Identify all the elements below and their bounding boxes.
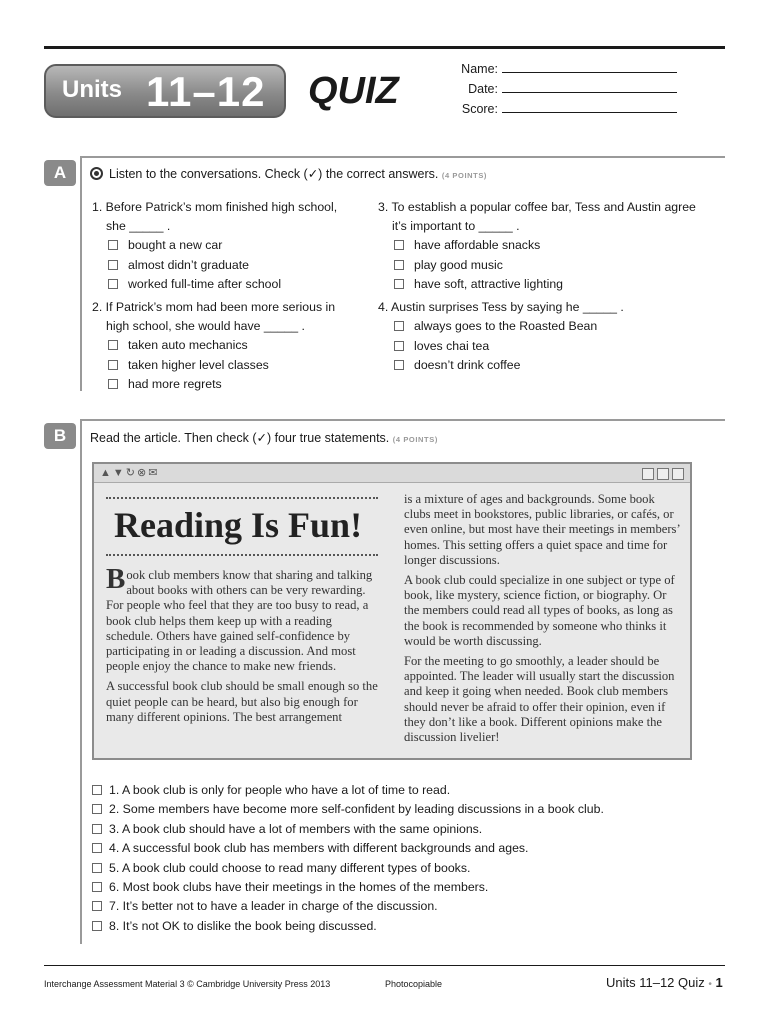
article-paragraph-4: A book club could specialize in one subject or type of book, like mystery, science fiction, or biography. Or the members could read all types of books, as long as the book is recommended by someone who thinks it would be worth discussing.	[404, 573, 675, 648]
question-1	[92, 198, 362, 295]
section-b-side-rule	[80, 419, 82, 944]
option-4c[interactable]	[392, 356, 723, 376]
option-2c[interactable]	[106, 375, 362, 395]
restore-icon	[657, 468, 669, 480]
section-a-badge: A	[44, 160, 76, 186]
refresh-icon: ↻	[125, 467, 137, 479]
checkbox[interactable]	[394, 360, 404, 370]
statement-4[interactable]	[92, 839, 722, 858]
checkbox[interactable]	[92, 785, 102, 795]
checkbox[interactable]	[394, 260, 404, 270]
option-2b[interactable]	[106, 356, 362, 376]
checkbox[interactable]	[394, 240, 404, 250]
top-rule	[44, 46, 725, 49]
section-b-instruction-row	[90, 430, 438, 445]
score-label: Score:	[461, 102, 498, 116]
section-b-rule	[80, 419, 725, 421]
option-label: play good music	[414, 257, 503, 272]
option-label: have soft, attractive lighting	[414, 277, 564, 291]
option-label: taken auto mechanics	[128, 338, 248, 352]
statement-6[interactable]	[92, 878, 722, 897]
statement-5[interactable]	[92, 859, 722, 878]
toolbar-icons	[100, 466, 159, 479]
option-label: bought a new car	[128, 238, 223, 252]
units-label: Units	[62, 76, 122, 103]
section-b-instruction: Read the article. Then check (✓) four true statements.	[90, 431, 390, 445]
statement-label: 6. Most book clubs have their meetings in the homes of the members.	[109, 879, 489, 894]
article-paragraph-1: ook club members know that sharing and talking about books with others can be very rewarding. For people who feel that they are too busy to read, a book club helps them keep up with a reading schedule. Others have gained self-confidence by participating in or leading a discussion. And most people enjoy the chance to make new friends.	[106, 568, 373, 674]
option-label: doesn’t drink coffee	[414, 358, 521, 372]
article-right-column	[404, 492, 684, 750]
checkbox[interactable]	[108, 340, 118, 350]
statement-label: 3. A book club should have a lot of members with the same opinions.	[109, 821, 483, 836]
footer-separator: •	[708, 979, 712, 990]
checkbox[interactable]	[108, 240, 118, 250]
score-line[interactable]	[502, 101, 677, 113]
score-field[interactable]	[461, 101, 677, 116]
option-label: had more regrets	[128, 377, 222, 391]
audio-icon[interactable]	[90, 167, 103, 180]
checkbox[interactable]	[394, 321, 404, 331]
question-4	[378, 298, 723, 376]
footer-page-number: 1	[715, 975, 723, 990]
units-badge	[44, 64, 286, 118]
checkbox[interactable]	[108, 379, 118, 389]
footer-copyright: Interchange Assessment Material 3 © Cambridge University Press 2013	[44, 979, 331, 989]
section-b-points: (4 POINTS)	[392, 435, 438, 444]
down-arrow-icon: ▼	[112, 467, 126, 479]
statement-label: 5. A book club could choose to read many different types of books.	[109, 860, 471, 875]
statement-label: 2. Some members have become more self-confident by leading discussions in a book club.	[109, 802, 604, 817]
statement-7[interactable]	[92, 897, 722, 916]
checkbox[interactable]	[108, 279, 118, 289]
footer-page-info	[606, 975, 723, 990]
question-3-line1: 3. To establish a popular coffee bar, Tess and Austin agree	[378, 200, 696, 214]
mail-icon: ✉	[148, 467, 160, 479]
name-line[interactable]	[502, 61, 677, 73]
option-1a[interactable]	[106, 236, 362, 256]
option-label: loves chai tea	[414, 338, 490, 353]
quiz-title: QUIZ	[308, 70, 399, 112]
statement-8[interactable]	[92, 917, 722, 936]
question-1-line2: she _____ .	[106, 219, 171, 233]
window-buttons	[639, 467, 684, 485]
option-label: always goes to the Roasted Bean	[414, 319, 598, 333]
section-a-instruction-row	[90, 166, 487, 181]
date-line[interactable]	[502, 81, 677, 93]
option-3b[interactable]	[392, 256, 723, 276]
article-title: Reading Is Fun!	[114, 505, 363, 545]
checkbox[interactable]	[92, 921, 102, 931]
checkbox[interactable]	[92, 863, 102, 873]
checkbox[interactable]	[92, 901, 102, 911]
checkbox[interactable]	[92, 824, 102, 834]
statement-2[interactable]	[92, 800, 722, 819]
option-label: worked full-time after school	[128, 277, 282, 291]
option-4b[interactable]	[392, 337, 723, 357]
name-field[interactable]	[461, 61, 677, 76]
checkbox[interactable]	[108, 260, 118, 270]
up-arrow-icon: ▲	[100, 467, 113, 479]
close-circle-icon: ⊗	[137, 467, 149, 479]
section-a-side-rule	[80, 156, 82, 391]
option-1c[interactable]	[106, 275, 362, 295]
title-dots-bottom	[106, 554, 378, 556]
statement-label: 1. A book club is only for people who have a lot of time to read.	[109, 783, 451, 797]
statement-label: 4. A successful book club has members with different backgrounds and ages.	[109, 841, 529, 856]
article-drop-cap: B	[106, 563, 126, 595]
footer-page-label: Units 11–12 Quiz	[606, 975, 705, 990]
name-label: Name:	[461, 62, 498, 76]
maximize-icon	[672, 468, 684, 480]
article-paragraph-2: A successful book club should be small enough so the quiet people can be heard, but also big enough for many different opinions. The best arrangement	[106, 679, 378, 724]
article-paragraph-5: For the meeting to go smoothly, a leader should be appointed. The leader will usually start the discussion and keep it going when needed. Book club members should never be afraid to offer their opinion, even if they don’t like a book. Different opinions make the discussion livelier!	[404, 654, 675, 745]
statement-label: 8. It’s not OK to dislike the book being discussed.	[109, 918, 377, 933]
question-2-line2: high school, she would have _____ .	[106, 319, 305, 333]
question-3-line2: it’s important to _____ .	[392, 219, 520, 233]
section-a-instruction: Listen to the conversations. Check (✓) the correct answers.	[109, 167, 439, 181]
title-dots-top	[106, 497, 378, 499]
option-4a[interactable]	[392, 317, 723, 337]
question-2	[92, 298, 362, 395]
statement-label: 7. It’s better not to have a leader in charge of the discussion.	[109, 899, 438, 914]
article-toolbar	[94, 464, 690, 483]
checkbox[interactable]	[92, 804, 102, 814]
option-1b[interactable]	[106, 256, 362, 276]
minimize-icon	[642, 468, 654, 480]
article-left-column	[106, 563, 382, 730]
option-label: taken higher level classes	[128, 357, 269, 372]
date-field[interactable]	[461, 81, 677, 96]
checkbox[interactable]	[394, 279, 404, 289]
option-3c[interactable]	[392, 275, 723, 295]
checkbox[interactable]	[394, 341, 404, 351]
article-window	[92, 462, 692, 760]
statement-list	[92, 781, 722, 936]
question-2-line1: 2. If Patrick’s mom had been more serious in	[92, 300, 336, 314]
checkbox[interactable]	[92, 882, 102, 892]
option-3a[interactable]	[392, 236, 723, 256]
statement-1[interactable]	[92, 781, 722, 800]
section-a-rule	[80, 156, 725, 158]
option-label: have affordable snacks	[414, 238, 541, 252]
section-b-badge: B	[44, 423, 76, 449]
checkbox[interactable]	[108, 360, 118, 370]
article-paragraph-3: is a mixture of ages and backgrounds. Some book clubs meet in bookstores, public libraries, or cafés, or even online, but most have their meetings in members’ homes. This setting offers a quiet space and time for longer discussions.	[404, 492, 680, 567]
option-label: almost didn’t graduate	[128, 257, 249, 272]
question-4-line1: 4. Austin surprises Tess by saying he _____ .	[378, 300, 624, 314]
question-1-line1: 1. Before Patrick’s mom finished high school,	[92, 200, 338, 214]
option-2a[interactable]	[106, 336, 362, 356]
units-number: 11–12	[146, 68, 266, 115]
date-label: Date:	[468, 82, 498, 96]
footer-rule	[44, 965, 725, 966]
footer-photocopiable: Photocopiable	[385, 979, 443, 989]
section-a-points: (4 POINTS)	[441, 171, 488, 180]
question-3	[378, 198, 723, 295]
statement-3[interactable]	[92, 820, 722, 839]
checkbox[interactable]	[92, 843, 102, 853]
